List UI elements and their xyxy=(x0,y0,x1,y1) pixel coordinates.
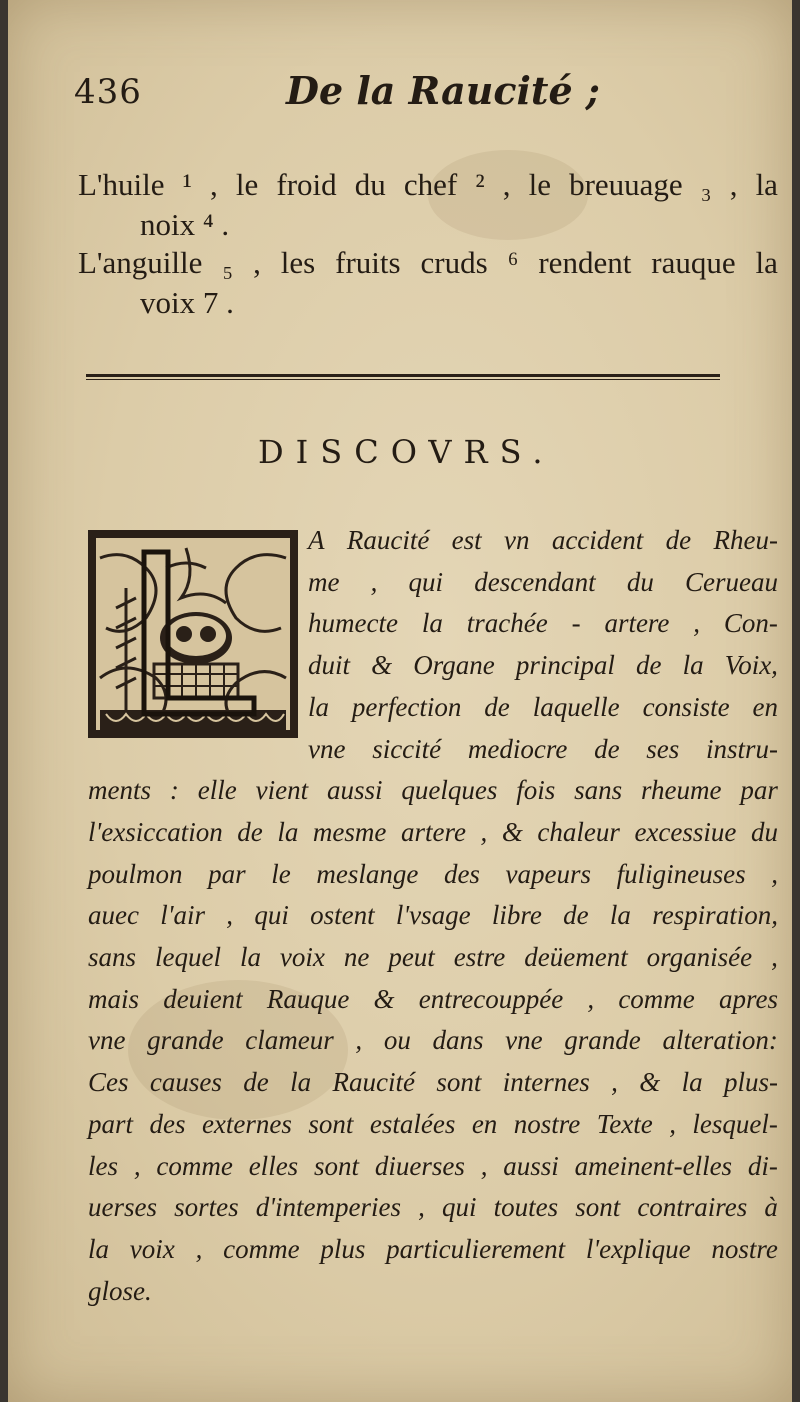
verse-stanza xyxy=(78,165,778,245)
section-heading: DISCOVRS. xyxy=(258,433,555,471)
text-line: la perfection de laquelle consiste en xyxy=(308,691,778,722)
text-line: sans lequel la voix ne peut estre deüement organisée , xyxy=(88,942,778,973)
text-line: me , qui descendant du Cerueau xyxy=(308,566,778,597)
page-number: 436 xyxy=(74,72,142,112)
text-line: l'exsiccation de la mesme artere , & chaleur excessiue du xyxy=(88,816,778,847)
verse-line: voix 7 . xyxy=(140,285,234,320)
text-line: Ces causes de la Raucité sont internes , & la plus- xyxy=(88,1067,778,1098)
book-page xyxy=(8,0,792,1402)
text-line: poulmon par le meslange des vapeurs fuligineuses , xyxy=(88,858,778,889)
horizontal-rule xyxy=(86,374,720,380)
text-line: vne grande clameur , ou dans vne grande alteration: xyxy=(88,1025,778,1056)
text-line: duit & Organe principal de la Voix, xyxy=(308,650,778,681)
text-line: humecte la trachée - artere , Con- xyxy=(308,608,778,639)
text-line: les , comme elles sont diuerses , aussi ameinent-elles di- xyxy=(88,1150,778,1181)
running-title: De la Raucité ; xyxy=(286,68,600,113)
verse-line: noix ⁴ . xyxy=(140,207,230,242)
text-line: glose. xyxy=(88,1275,152,1306)
text-line: mais deuient Rauque & entrecouppée , comme apres xyxy=(88,983,778,1014)
verse-stanza xyxy=(78,243,778,323)
text-line: la voix , comme plus particulierement l'explique nostre xyxy=(88,1233,778,1264)
text-line: ments : elle vient aussi quelques fois sans rheume par xyxy=(88,775,778,806)
text-line: vne siccité mediocre de ses instru- xyxy=(308,733,778,764)
discourse-body xyxy=(88,520,778,1312)
text-line: A Raucité est vn accident de Rheu- xyxy=(308,525,778,555)
text-line: uerses sortes d'intemperies , qui toutes sont contraires à xyxy=(88,1192,778,1223)
text-line: part des externes sont estalées en nostre Texte , lesquel- xyxy=(88,1108,778,1139)
text-line: auec l'air , qui ostent l'vsage libre de la respiration, xyxy=(88,900,778,931)
verse-line: L'huile ¹ , le froid du chef ² , le breuuage ₃ , la xyxy=(78,167,778,202)
verse-line: L'anguille ₅ , les fruits cruds ⁶ rendent rauque la xyxy=(78,245,778,280)
